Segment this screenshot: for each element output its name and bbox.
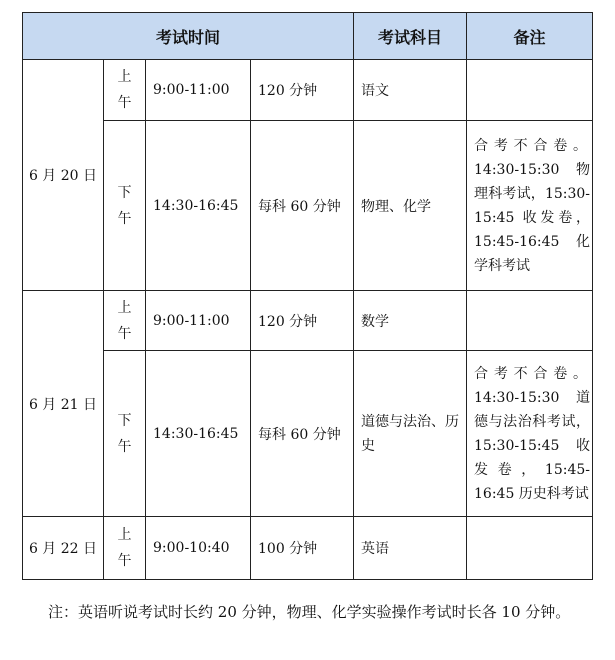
header-row	[23, 13, 593, 60]
subject-cell: 语文	[354, 60, 467, 121]
header-exam-time: 考试时间	[23, 13, 354, 60]
note-cell	[467, 517, 593, 580]
time-cell: 9:00-11:00	[146, 291, 251, 351]
duration-cell: 120 分钟	[251, 291, 354, 351]
duration-cell: 120 分钟	[251, 60, 354, 121]
subject-cell: 英语	[354, 517, 467, 580]
duration-cell: 每科 60 分钟	[251, 121, 354, 291]
table-row	[23, 517, 593, 580]
date-cell: 6 月 22 日	[23, 517, 104, 580]
exam-schedule-table	[22, 12, 593, 580]
subject-cell: 道德与法治、历史	[354, 351, 467, 517]
table-row	[23, 60, 593, 121]
table-row	[23, 351, 593, 517]
header-subject: 考试科目	[354, 13, 467, 60]
duration-cell: 100 分钟	[251, 517, 354, 580]
note-cell: 合考不合卷。14:30-15:30 道德与法治科考试，15:30-15:45 收发卷，15:45-16:45 历史科考试	[467, 351, 593, 517]
header-remarks: 备注	[467, 13, 593, 60]
subject-cell: 数学	[354, 291, 467, 351]
note-cell	[467, 60, 593, 121]
date-cell: 6 月 20 日	[23, 60, 104, 291]
time-cell: 9:00-11:00	[146, 60, 251, 121]
half-day-cell: 下 午	[104, 351, 146, 517]
time-cell: 9:00-10:40	[146, 517, 251, 580]
table-row	[23, 291, 593, 351]
table-row	[23, 121, 593, 291]
date-cell: 6 月 21 日	[23, 291, 104, 517]
subject-cell: 物理、化学	[354, 121, 467, 291]
half-day-cell: 上 午	[104, 60, 146, 121]
footnote: 注：英语听说考试时长约 20 分钟，物理、化学实验操作考试时长各 10 分钟。	[48, 603, 571, 621]
half-day-cell: 下 午	[104, 121, 146, 291]
note-cell: 合考不合卷。14:30-15:30 物理科考试，15:30-15:45 收发卷，15:45-16:45 化学科考试	[467, 121, 593, 291]
half-day-cell: 上 午	[104, 291, 146, 351]
half-day-cell: 上 午	[104, 517, 146, 580]
time-cell: 14:30-16:45	[146, 121, 251, 291]
duration-cell: 每科 60 分钟	[251, 351, 354, 517]
time-cell: 14:30-16:45	[146, 351, 251, 517]
note-cell	[467, 291, 593, 351]
